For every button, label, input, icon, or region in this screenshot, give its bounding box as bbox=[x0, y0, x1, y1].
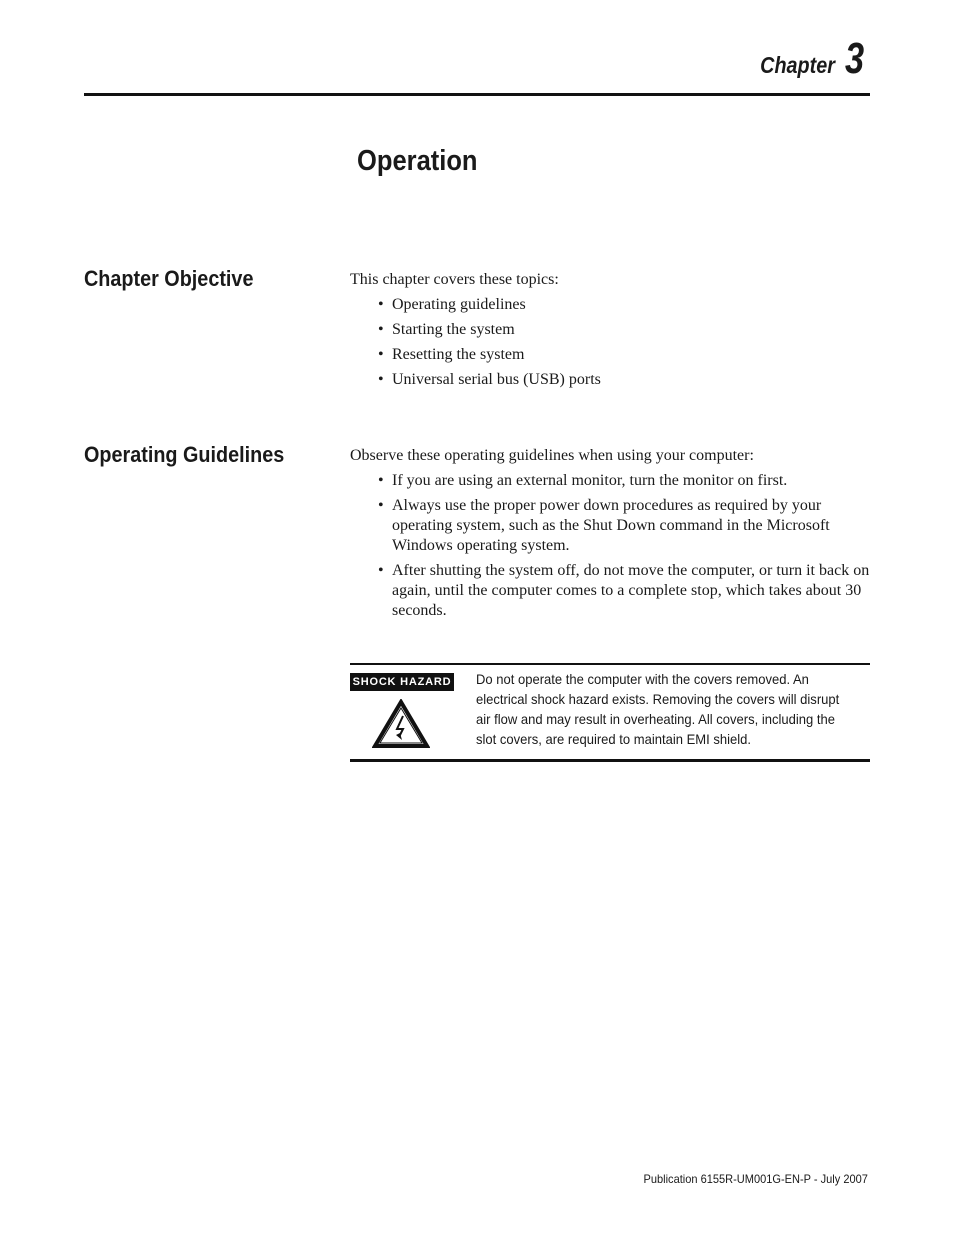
list-item: • Starting the system bbox=[378, 321, 515, 338]
list-item: • If you are using an external monitor, turn the monitor on first. bbox=[378, 472, 788, 489]
list-item: • After shutting the system off, do not move the computer, or turn it back on again, until the computer comes to a complete stop, which takes about 30 seconds. bbox=[378, 562, 870, 619]
shock-hazard-notice bbox=[350, 663, 870, 762]
section-body-chapter-objective bbox=[350, 270, 870, 395]
hazard-text: Do not operate the computer with the covers removed. An electrical shock hazard exists. Removing the covers will disrupt air flow and may result in overheating. All covers, including the slot covers, are required to maintain EMI shield. bbox=[476, 671, 840, 747]
section-intro: Observe these operating guidelines when using your computer: bbox=[350, 447, 754, 464]
list-item: • Resetting the system bbox=[378, 346, 525, 363]
list-item: • Always use the proper power down procedures as required by your operating system, such as the Shut Down command in the Microsoft Windows operating system. bbox=[378, 497, 830, 554]
topic-list bbox=[350, 295, 870, 390]
chapter-number: 3 bbox=[844, 34, 864, 83]
section-heading-operating-guidelines: Operating Guidelines bbox=[84, 442, 285, 467]
page-title: Operation bbox=[357, 145, 478, 177]
list-item: • Operating guidelines bbox=[378, 296, 526, 313]
section-heading-chapter-objective: Chapter Objective bbox=[84, 266, 254, 291]
hazard-label: SHOCK HAZARD bbox=[350, 673, 454, 691]
list-item: • Universal serial bus (USB) ports bbox=[378, 371, 601, 388]
guideline-list bbox=[350, 471, 870, 621]
section-intro: This chapter covers these topics: bbox=[350, 271, 559, 288]
chapter-label: Chapter bbox=[759, 52, 835, 78]
header-rule bbox=[84, 93, 870, 96]
chapter-header bbox=[748, 34, 869, 84]
electric-shock-warning-icon bbox=[372, 699, 430, 749]
publication-footer: Publication 6155R-UM001G-EN-P - July 2007 bbox=[643, 1172, 868, 1186]
section-body-operating-guidelines bbox=[350, 446, 870, 626]
